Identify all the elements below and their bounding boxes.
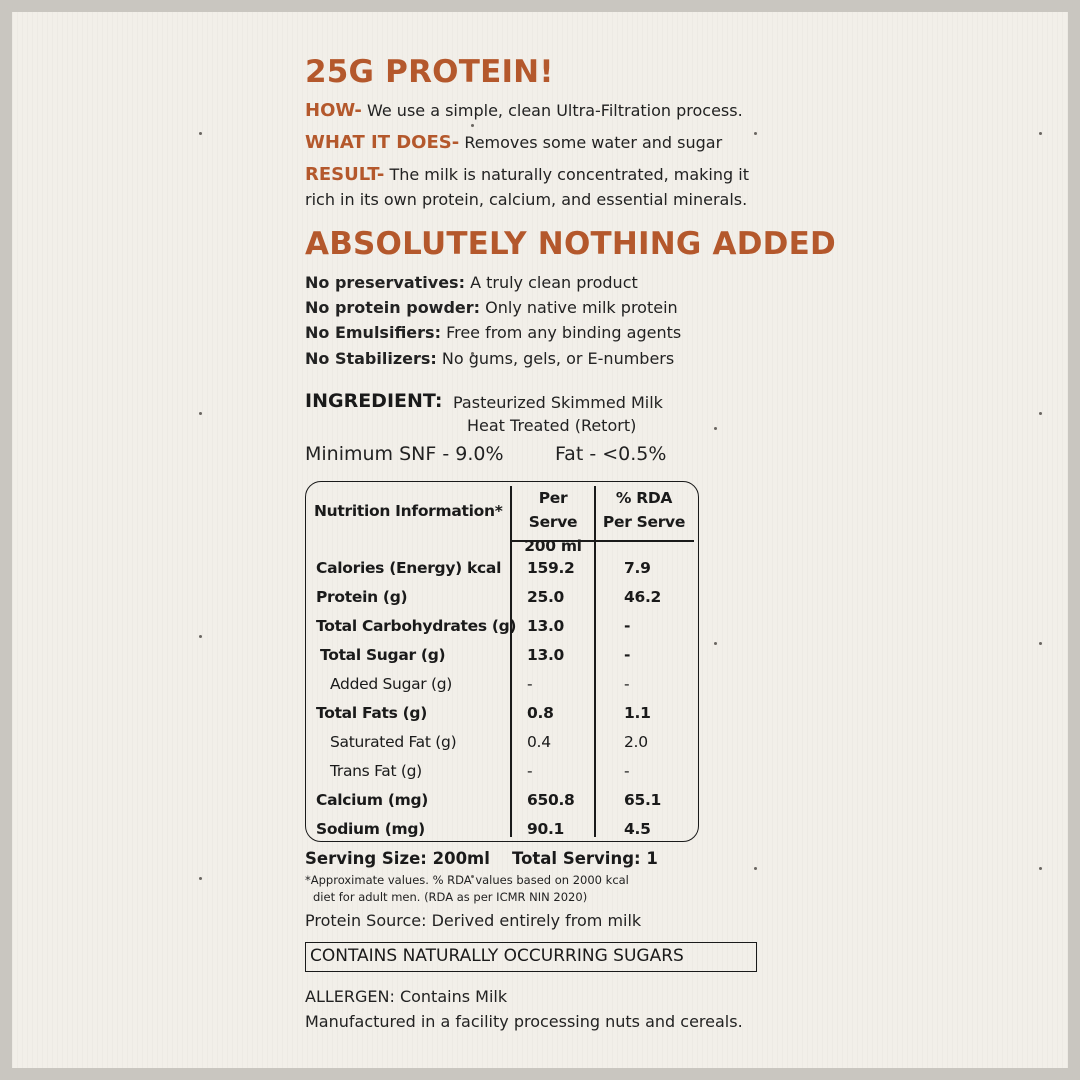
nutrition-table (305, 481, 699, 842)
row-per-serve: 0.8 (527, 704, 554, 722)
nothing-added-title: ABSOLUTELY NOTHING ADDED (305, 226, 836, 262)
row-rda: 65.1 (624, 791, 662, 809)
result-text-line1: The milk is naturally concentrated, making it (389, 165, 749, 184)
texture-dot (199, 412, 202, 415)
row-per-serve: 25.0 (527, 588, 565, 606)
texture-dot (714, 427, 717, 430)
item-label: No protein powder: (305, 298, 481, 317)
table-row (306, 762, 696, 791)
total-serving: Total Serving: 1 (512, 849, 658, 868)
item-text: Free from any binding agents (446, 323, 682, 342)
row-name: Trans Fat (g) (330, 762, 422, 780)
what-text: Removes some water and sugar (464, 133, 723, 152)
allergen-line: ALLERGEN: Contains Milk (305, 987, 508, 1006)
result-line (305, 164, 749, 185)
nothing-added-item (305, 273, 638, 292)
row-per-serve: - (527, 762, 533, 780)
result-label: RESULT- (305, 164, 385, 185)
item-label: No Stabilizers: (305, 349, 437, 368)
what-line (305, 132, 722, 153)
row-name: Protein (g) (316, 588, 408, 606)
row-rda: 7.9 (624, 559, 651, 577)
texture-dot (714, 642, 717, 645)
header-per-serve-line1: Per Serve (528, 489, 578, 531)
row-rda: 2.0 (624, 733, 648, 751)
texture-dot (199, 132, 202, 135)
table-row (306, 675, 696, 704)
protein-source: Protein Source: Derived entirely from milk (305, 911, 642, 930)
footnote-line1: *Approximate values. % RDA values based on 2000 kcal (305, 873, 629, 887)
header-rda (596, 486, 692, 534)
row-per-serve: 13.0 (527, 646, 565, 664)
texture-dot (754, 132, 757, 135)
row-name: Added Sugar (g) (330, 675, 453, 693)
how-text: We use a simple, clean Ultra-Filtration process. (366, 101, 743, 120)
label-panel (12, 12, 1068, 1068)
table-row (306, 588, 696, 617)
footnote-line2: diet for adult men. (RDA as per ICMR NIN 2020) (313, 890, 588, 904)
row-rda: - (624, 675, 630, 693)
table-row (306, 704, 696, 733)
row-per-serve: 650.8 (527, 791, 575, 809)
header-nutrition-info: Nutrition Information* (314, 502, 503, 520)
result-text-line2: rich in its own protein, calcium, and essential minerals. (305, 190, 748, 209)
row-name: Saturated Fat (g) (330, 733, 457, 751)
row-per-serve: 0.4 (527, 733, 551, 751)
header-per-serve-line2: 200 ml (524, 537, 582, 555)
row-rda: 4.5 (624, 820, 651, 838)
nothing-added-item (305, 298, 678, 317)
ingredient-label: INGREDIENT: (305, 390, 443, 412)
texture-dot (199, 635, 202, 638)
texture-dot (471, 124, 474, 127)
row-rda: 1.1 (624, 704, 651, 722)
row-name: Calories (Energy) kcal (316, 559, 502, 577)
row-rda: - (624, 617, 631, 635)
header-per-serve (512, 486, 594, 558)
row-per-serve: 159.2 (527, 559, 575, 577)
fat-value: Fat - <0.5% (555, 443, 667, 465)
texture-dot (1039, 867, 1042, 870)
row-name: Sodium (mg) (316, 820, 425, 838)
row-per-serve: 90.1 (527, 820, 565, 838)
snf-value: Minimum SNF - 9.0% (305, 443, 504, 465)
row-name: Total Carbohydrates (g) (316, 617, 517, 635)
texture-dot (199, 877, 202, 880)
header-rda-line2: Per Serve (602, 513, 686, 531)
texture-dot (1039, 642, 1042, 645)
texture-dot (1039, 412, 1042, 415)
header-rda-line1: % RDA (615, 489, 673, 507)
row-name: Total Sugar (g) (320, 646, 446, 664)
row-rda: - (624, 646, 631, 664)
item-text: Only native milk protein (485, 298, 678, 317)
sugar-notice-box: CONTAINS NATURALLY OCCURRING SUGARS (305, 942, 757, 972)
row-rda: 46.2 (624, 588, 662, 606)
texture-dot (754, 867, 757, 870)
row-per-serve: - (527, 675, 533, 693)
row-rda: - (624, 762, 630, 780)
table-row (306, 820, 696, 849)
what-label: WHAT IT DOES- (305, 132, 460, 153)
item-label: No Emulsifiers: (305, 323, 441, 342)
item-label: No preservatives: (305, 273, 465, 292)
ingredient-line2: Heat Treated (Retort) (467, 416, 637, 435)
row-name: Calcium (mg) (316, 791, 429, 809)
item-text: A truly clean product (470, 273, 638, 292)
facility-line: Manufactured in a facility processing nuts and cereals. (305, 1012, 743, 1031)
serving-size: Serving Size: 200ml (305, 849, 490, 868)
how-label: HOW- (305, 100, 362, 121)
row-name: Total Fats (g) (316, 704, 427, 722)
table-row (306, 617, 696, 646)
table-row (306, 559, 696, 588)
table-row (306, 733, 696, 762)
row-per-serve: 13.0 (527, 617, 565, 635)
ingredient-line1: Pasteurized Skimmed Milk (453, 393, 663, 412)
texture-dot (1039, 132, 1042, 135)
item-text: No gums, gels, or E-numbers (441, 349, 675, 368)
how-line (305, 100, 743, 121)
table-row (306, 646, 696, 675)
nothing-added-item (305, 323, 681, 342)
nothing-added-item (305, 349, 674, 368)
table-row (306, 791, 696, 820)
protein-title: 25G PROTEIN! (305, 54, 554, 90)
